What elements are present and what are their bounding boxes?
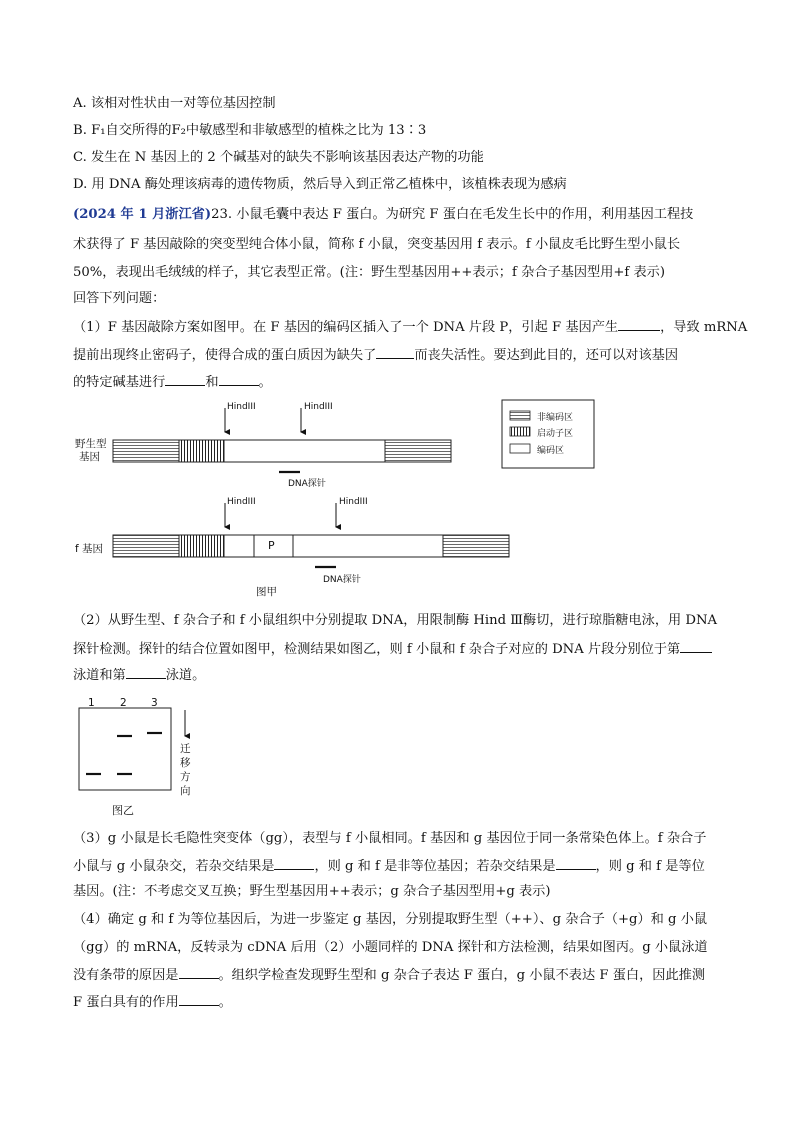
probe-label-1: DNA探针 bbox=[288, 479, 326, 489]
q2-line-1: （2）从野生型、f 杂合子和 f 小鼠组织中分别提取 DNA，用限制酶 Hind Ⅲ酶切，进行琼脂糖电泳，用 DNA bbox=[73, 613, 718, 628]
wild-type-label-2: 基因 bbox=[79, 451, 100, 463]
q2-text-3a: 泳道和第 bbox=[73, 668, 126, 683]
lane-label-1: 1 bbox=[88, 697, 95, 709]
q4-blank-1[interactable] bbox=[179, 966, 219, 979]
q1-text-2a: 提前出现终止密码子，使得合成的蛋白质因为缺失了 bbox=[73, 348, 377, 363]
q1-text-1a: （1）F 基因敲除方案如图甲。在 F 基因的编码区插入了一个 DNA 片段 P，引起 F 基因产生 bbox=[73, 320, 619, 335]
legend-swatch-coding bbox=[510, 444, 530, 453]
enzyme-label-1: HindIII bbox=[227, 402, 256, 412]
q1-text-3a: 的特定碱基进行 bbox=[73, 375, 166, 390]
option-a: A. 该相对性状由一对等位基因控制 bbox=[73, 96, 276, 111]
dir-char-4: 向 bbox=[180, 785, 191, 797]
question-intro-3: 50%，表现出毛绒绒的样子，其它表型正常。(注：野生型基因用++表示；f 杂合子基因型用+f 表示) bbox=[73, 265, 666, 280]
q2-text-2: 探针检测。探针的结合位置如图甲，检测结果如图乙，则 f 小鼠和 f 杂合子对应的 DNA 片段分别位于第 bbox=[73, 642, 681, 657]
f-coding-2 bbox=[293, 535, 443, 557]
question-source: (2024 年 1 月浙江省) bbox=[73, 207, 212, 222]
enzyme-label-4: HindIII bbox=[339, 497, 368, 507]
question-prompt: 回答下列问题： bbox=[73, 291, 166, 306]
legend-swatch-promoter bbox=[510, 427, 530, 436]
q4-line-3 bbox=[73, 966, 705, 985]
legend-swatch-noncoding bbox=[510, 411, 530, 420]
q2-blank-1[interactable] bbox=[680, 640, 712, 653]
figure-a-caption: 图甲 bbox=[256, 586, 277, 598]
q4-line-4 bbox=[73, 993, 232, 1012]
lane-label-3: 3 bbox=[151, 697, 158, 709]
f-noncoding-right bbox=[443, 535, 509, 557]
q2-line-3 bbox=[73, 666, 205, 685]
q3-blank-1[interactable] bbox=[274, 857, 314, 870]
q3-text-2c: ，则 g 和 f 是等位 bbox=[595, 859, 705, 874]
wild-noncoding-left bbox=[113, 440, 179, 462]
q4-line-1: （4）确定 g 和 f 为等位基因后，为进一步鉴定 g 基因，分别提取野生型（++）、g 杂合子（+g）和 g 小鼠 bbox=[73, 912, 708, 927]
q4-text-4a: F 蛋白具有的作用 bbox=[73, 995, 179, 1010]
option-b: B. F₁自交所得的F₂中敏感型和非敏感型的植株之比为 13∶3 bbox=[73, 123, 427, 138]
q4-text-3a: 没有条带的原因是 bbox=[73, 968, 179, 983]
wild-type-label bbox=[75, 438, 107, 464]
q3-line-2 bbox=[73, 857, 705, 876]
f-noncoding-left bbox=[113, 535, 179, 557]
probe-label-2: DNA探针 bbox=[323, 575, 361, 585]
q2-text-3b: 泳道。 bbox=[165, 668, 206, 683]
gel-box bbox=[79, 708, 171, 790]
question-intro-1: 小鼠毛囊中表达 F 蛋白。为研究 F 蛋白在毛发生长中的作用，利用基因工程技 bbox=[236, 207, 694, 222]
f-promoter bbox=[179, 535, 224, 557]
q3-line-1: （3）g 小鼠是长毛隐性突变体（gg），表型与 f 小鼠相同。f 基因和 g 基因位于同一条常染色体上。f 杂合子 bbox=[73, 831, 707, 846]
dir-char-2: 移 bbox=[180, 757, 191, 769]
q1-text-3c: 。 bbox=[258, 375, 272, 390]
q2-blank-2[interactable] bbox=[126, 666, 166, 679]
option-c: C. 发生在 N 基因上的 2 个碱基对的缺失不影响该基因表达产物的功能 bbox=[73, 150, 484, 165]
wild-promoter bbox=[179, 440, 224, 462]
q4-text-4b: 。 bbox=[218, 995, 232, 1010]
q3-text-2a: 小鼠与 g 小鼠杂交，若杂交结果是 bbox=[73, 859, 275, 874]
question-number: 23. bbox=[211, 207, 233, 222]
enzyme-label-3: HindIII bbox=[227, 497, 256, 507]
migration-direction-label bbox=[180, 742, 192, 798]
q4-text-3b: 。组织学检查发现野生型和 g 杂合子表达 F 蛋白，g 小鼠不表达 F 蛋白，因此推测 bbox=[218, 968, 706, 983]
enzyme-label-2: HindIII bbox=[304, 402, 333, 412]
wild-noncoding-right bbox=[385, 440, 451, 462]
lane-label-2: 2 bbox=[120, 697, 127, 709]
legend-promoter-label: 启动子区 bbox=[537, 429, 574, 439]
f-coding-1 bbox=[224, 535, 254, 557]
q3-text-2b: ，则 g 和 f 是非等位基因；若杂交结果是 bbox=[314, 859, 556, 874]
option-d: D. 用 DNA 酶处理该病毒的遗传物质，然后导入到正常乙植株中，该植株表现为感病 bbox=[73, 177, 567, 192]
q2-line-2 bbox=[73, 640, 712, 659]
f-gene-label: f 基因 bbox=[75, 543, 104, 555]
q4-blank-2[interactable] bbox=[179, 993, 219, 1006]
q1-text-2b: 而丧失活性。要达到此目的，还可以对该基因 bbox=[414, 348, 679, 363]
q3-line-3: 基因。(注：不考虑交叉互换；野生型基因用++表示；g 杂合子基因型用+g 表示) bbox=[73, 884, 551, 899]
dir-char-3: 方 bbox=[180, 771, 191, 783]
q1-text-1b: ，导致 mRNA bbox=[660, 320, 748, 335]
q1-text-3b: 和 bbox=[205, 375, 219, 390]
q3-blank-2[interactable] bbox=[556, 857, 596, 870]
question-intro-2: 术获得了 F 基因敲除的突变型纯合体小鼠，简称 f 小鼠，突变基因用 f 表示。f 小鼠皮毛比野生型小鼠长 bbox=[73, 237, 681, 252]
wild-coding bbox=[224, 440, 385, 462]
figure-b-caption: 图乙 bbox=[112, 804, 134, 817]
legend-noncoding-label: 非编码区 bbox=[537, 413, 574, 423]
q4-line-2: （gg）的 mRNA，反转录为 cDNA 后用（2）小题同样的 DNA 探针和方法检测，结果如图丙。g 小鼠泳道 bbox=[73, 940, 708, 955]
legend-coding-label: 编码区 bbox=[537, 446, 565, 456]
dir-char-1: 迁 bbox=[180, 743, 191, 755]
wild-type-label-1: 野生型 bbox=[75, 438, 107, 450]
insert-p-label: P bbox=[268, 539, 275, 552]
